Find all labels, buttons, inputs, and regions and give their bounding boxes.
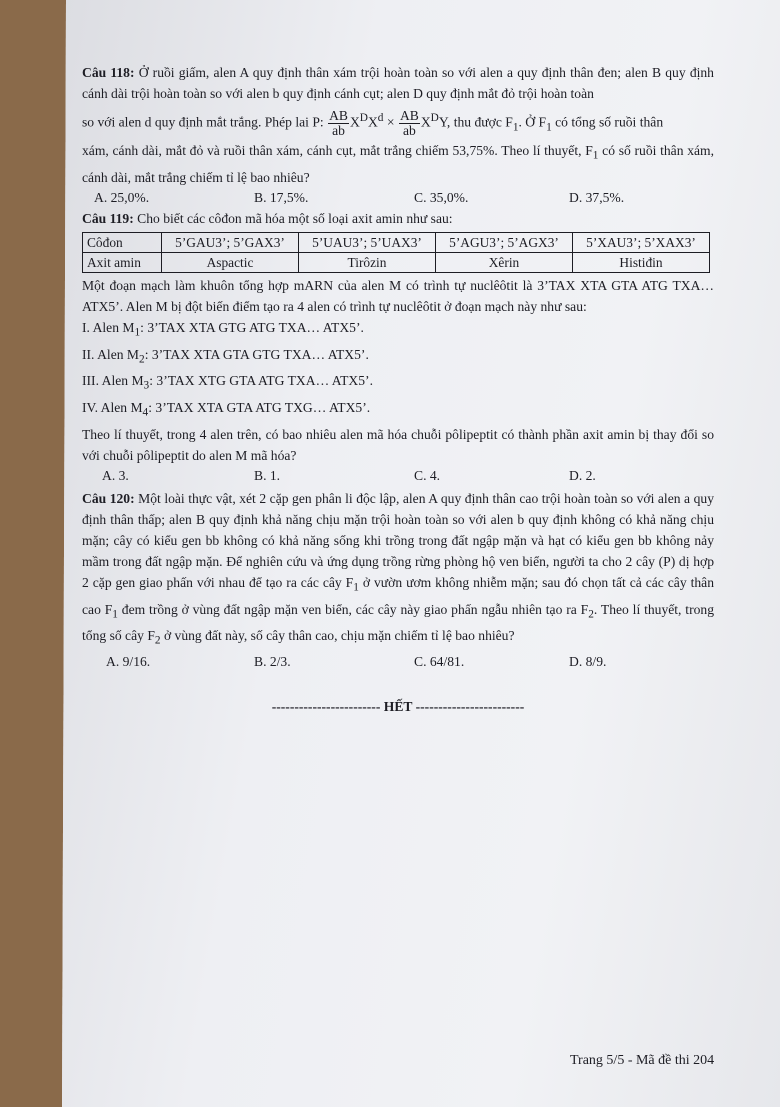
sup-D: D <box>359 112 368 124</box>
q119-paragraph: Một đoạn mạch làm khuôn tổng hợp mARN của alen M có trình tự nuclêôtit là 3’TAX XTA GTA ATG TXA… ATX5’. Alen M bị đột biến điểm tạo ra 4 alen có trình tự nuclêôtit ở đoạn mạch này như sau: <box>82 277 714 314</box>
sub-2b: 2 <box>154 635 161 647</box>
q118-option-c[interactable]: C. 35,0%. <box>414 189 469 205</box>
genotype-fraction-2 <box>399 109 420 138</box>
q119-option-c[interactable]: C. 4. <box>414 467 441 483</box>
allele-label: II. Alen M <box>82 346 140 362</box>
table-row <box>83 232 710 252</box>
q119-title: Câu 119: <box>82 210 134 226</box>
sup-D2: D <box>430 112 439 124</box>
q118-text-2: so với alen d quy định mắt trắng. Phép lai P: <box>82 114 324 130</box>
frac-num-2: AB <box>399 107 419 123</box>
q118-option-a[interactable]: A. 25,0%. <box>94 189 150 205</box>
table-cell: 5’UAU3’; 5’UAX3’ <box>299 232 436 252</box>
allele-sub: 4 <box>142 406 149 419</box>
q120-options <box>82 652 714 672</box>
allele-label: III. Alen M <box>82 373 144 389</box>
page-footer: Trang 5/5 - Mã đề thi 204 <box>570 1053 715 1068</box>
list-item <box>82 344 714 371</box>
table-cell: 5’XAU3’; 5’XAX3’ <box>573 232 710 252</box>
q118-line3 <box>82 140 714 188</box>
q120-text-e: ở vùng đất này, số cây thân cao, chịu mặn chiếm tỉ lệ bao nhiêu? <box>160 628 515 644</box>
q118-line2 <box>82 108 714 138</box>
q120-option-c[interactable]: C. 64/81. <box>414 654 465 669</box>
allele-seq: : 3’TAX XTG GTA ATG TXA… ATX5’. <box>149 373 373 389</box>
list-item <box>82 397 714 424</box>
q118-text-4: có tổng số ruồi thân <box>551 114 664 130</box>
frac-den: ab <box>332 122 345 138</box>
frac-den-2: ab <box>402 122 416 138</box>
x-chrom-3: X <box>420 114 431 130</box>
sub-1b: 1 <box>546 121 552 134</box>
sub-1b: 1 <box>112 608 118 621</box>
list-item <box>82 370 714 397</box>
q120-option-b[interactable]: B. 2/3. <box>254 654 291 669</box>
q120-text-a: Một loài thực vật, xét 2 cặp gen phân li độc lập, alen A quy định thân cao trội hoàn toàn so với alen a quy định thân thấp; alen B quy định khả năng chịu mặn trội hoàn toàn so với alen b quy định không có khả năng chịu mặn; cây có kiểu gen bb không có khả năng sống khi trồng trong đất ngập mặn và hạt có kiểu gen bb không nảy mầm trong đất ngập mặn. Để nghiên cứu và ứng dụng trồng rừng phòng hộ ven biển, người ta cho 2 cây (P) dị hợp 2 cặp gen giao phấn với nhau để tạo ra các cây F <box>82 490 714 590</box>
allele-seq: : 3’TAX XTA GTA GTG TXA… ATX5’. <box>144 346 369 362</box>
q119-option-b[interactable]: B. 1. <box>254 467 281 483</box>
question-119 <box>82 208 714 486</box>
allele-list <box>82 317 714 424</box>
q118-option-b[interactable]: B. 17,5%. <box>254 189 309 205</box>
sup-d: d <box>377 112 384 124</box>
q118-text-5: xám, cánh dài, mắt đỏ và ruồi thân xám, cánh cụt, mắt trắng chiếm 53,75%. Theo lí thuyết, F <box>82 143 593 159</box>
allele-seq: : 3’TAX XTA GTA ATG TXG… ATX5’. <box>148 400 371 416</box>
table-cell: Xêrin <box>436 252 573 272</box>
q118-cross-tail: Y, thu được F <box>438 114 513 130</box>
times-sign: × <box>383 114 398 130</box>
allele-sub: 1 <box>134 326 141 339</box>
q120-text <box>82 488 714 652</box>
q118-option-d[interactable]: D. 37,5%. <box>569 189 625 205</box>
table-cell: 5’AGU3’; 5’AGX3’ <box>436 232 573 252</box>
question-118 <box>82 62 714 208</box>
sub-1: 1 <box>512 121 519 134</box>
q120-title: Câu 120: <box>82 490 135 506</box>
q120-text-d: . Theo lí thuyết, trong tổng số cây F <box>82 601 714 644</box>
codon-table <box>82 232 710 273</box>
frac-num: AB <box>329 107 348 123</box>
allele-seq: : 3’TAX XTA GTG ATG TXA… ATX5’. <box>140 319 364 335</box>
list-item <box>82 317 714 344</box>
allele-sub: 3 <box>143 380 150 393</box>
question-120 <box>82 488 714 672</box>
table-cell: Tirôzin <box>299 252 436 272</box>
sub-1: 1 <box>353 581 359 594</box>
x-chrom: X <box>349 114 360 130</box>
q119-intro: Cho biết các côđon mã hóa một số loại axit amin như sau: <box>137 210 453 226</box>
table-cell: 5’GAU3’; 5’GAX3’ <box>162 232 299 252</box>
q120-option-d[interactable]: D. 8/9. <box>569 654 607 669</box>
q118-text-3: . Ở F <box>518 114 547 130</box>
q118-title: Câu 118: <box>82 65 135 80</box>
q118-line1 <box>82 62 714 104</box>
q119-option-a[interactable]: A. 3. <box>102 467 129 483</box>
table-cell: Axit amin <box>83 252 162 272</box>
genotype-fraction-1 <box>328 109 349 138</box>
q118-text-6: có số ruồi thân xám, cánh dài, mắt trắng chiếm tỉ lệ bao nhiêu? <box>82 143 715 185</box>
q120-text-b: ở vườn ươm không nhiễm mặn; sau đó chọn tất cả các cây thân cao F <box>82 574 714 617</box>
q120-option-a[interactable]: A. 9/16. <box>106 654 151 669</box>
q120-text-c: đem trồng ở vùng đất ngập mặn ven biển, các cây này giao phấn ngẫu nhiên tạo ra F <box>117 601 589 617</box>
allele-label: IV. Alen M <box>82 400 143 416</box>
sub-2: 2 <box>588 608 594 621</box>
exam-content <box>82 62 714 717</box>
table-cell: Aspactic <box>162 252 299 272</box>
q119-question: Theo lí thuyết, trong 4 alen trên, có bao nhiêu alen mã hóa chuỗi pôlipeptit có thành phần axit amin bị thay đổi so với chuỗi pôlipeptit do alen M mã hóa? <box>82 426 714 463</box>
q119-option-d[interactable]: D. 2. <box>569 467 596 483</box>
q118-options <box>82 188 714 208</box>
allele-label: I. Alen M <box>82 319 135 335</box>
table-cell: Histiđin <box>573 252 710 272</box>
end-marker: ------------------------ HẾT ------------------------ <box>271 699 525 714</box>
q119-options <box>82 466 714 486</box>
q118-text-1: Ở ruồi giấm, alen A quy định thân xám trội hoàn toàn so với alen a quy định thân đen; alen B quy định cánh dài trội hoàn toàn so với alen b quy định cánh cụt; alen D quy định mắt đỏ trội hoàn toàn <box>82 65 714 101</box>
table-row <box>83 252 710 272</box>
sub-1c: 1 <box>592 149 599 162</box>
table-cell: Côđon <box>83 232 162 252</box>
q119-intro-line <box>82 208 714 229</box>
x-chrom-2: X <box>367 114 378 130</box>
allele-sub: 2 <box>139 353 145 366</box>
